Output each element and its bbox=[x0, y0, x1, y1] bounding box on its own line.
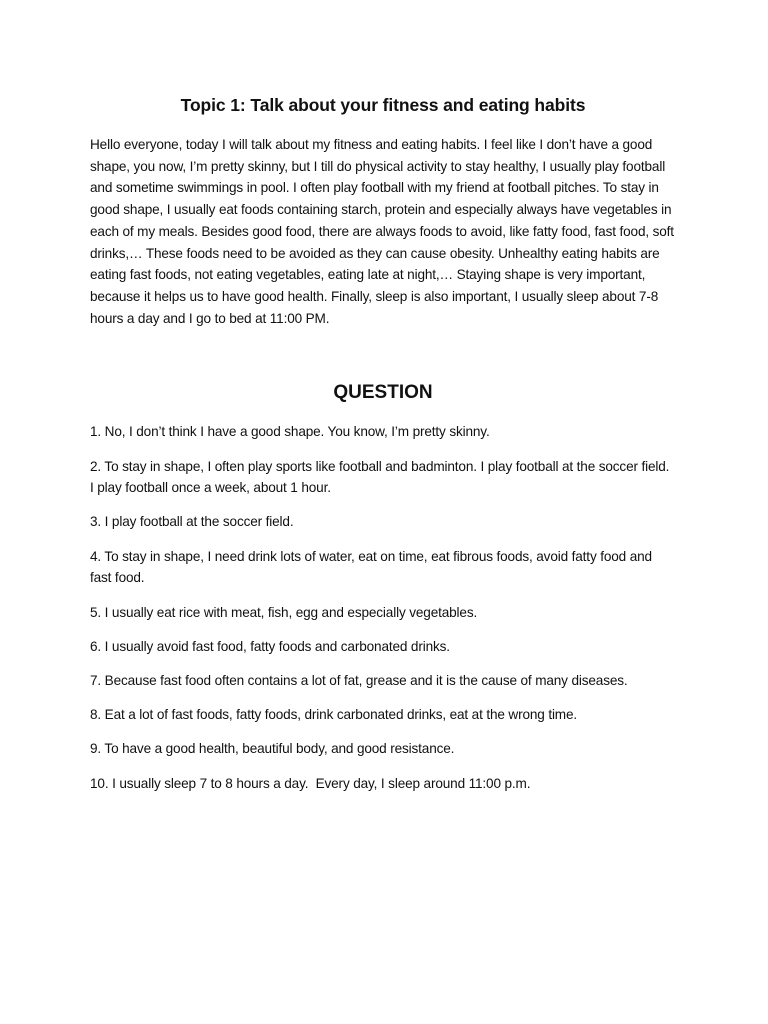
answer-item-8: 8. Eat a lot of fast foods, fatty foods, drink carbonated drinks, eat at the wrong time. bbox=[90, 707, 578, 723]
answer-item-10: 10. I usually sleep 7 to 8 hours a day. Every day, I sleep around 11:00 p.m. bbox=[90, 775, 531, 791]
answer-item-1: 1. No, I don’t think I have a good shape. You know, I’m pretty skinny. bbox=[90, 424, 490, 440]
answer-item-4: 4. To stay in shape, I need drink lots of water, eat on time, eat fibrous foods, avoid fatty food and fast food. bbox=[90, 548, 656, 586]
answer-item-9: 9. To have a good health, beautiful body, and good resistance. bbox=[90, 741, 455, 757]
answer-list bbox=[90, 421, 676, 794]
answer-item-5: 5. I usually eat rice with meat, fish, egg and especially vegetables. bbox=[90, 604, 478, 620]
answer-item-2: 2. To stay in shape, I often play sports like football and badminton. I play football at the soccer field. I play football once a week, about 1 hour. bbox=[90, 458, 673, 496]
intro-paragraph: Hello everyone, today I will talk about my fitness and eating habits. I feel like I don’t have a good shape, you now, I’m pretty skinny, but I till do physical activity to stay healthy, I usually play football and sometime swimmings in pool. I often play football with my friend at football pitches. To stay in good shape, I usually eat foods containing starch, protein and especially always have vegetables in each of my meals. Besides good food, there are always foods to avoid, like fatty food, fast food, soft drinks,… These foods need to be avoided as they can cause obesity. Unhealthy eating habits are eating fast foods, not eating vegetables, eating late at night,… Staying shape is very important, because it helps us to have good health. Finally, sleep is also important, I usually sleep about 7-8 hours a day and I go to bed at 11:00 PM. bbox=[90, 137, 674, 326]
topic-title: Topic 1: Talk about your fitness and eating habits bbox=[180, 95, 586, 115]
answer-item-3: 3. I play football at the soccer field. bbox=[90, 514, 294, 530]
document-content bbox=[90, 92, 676, 807]
answer-item-7: 7. Because fast food often contains a lot of fat, grease and it is the cause of many diseases. bbox=[90, 672, 628, 688]
question-heading: QUESTION bbox=[333, 382, 433, 404]
answer-item-6: 6. I usually avoid fast food, fatty foods and carbonated drinks. bbox=[90, 638, 450, 654]
